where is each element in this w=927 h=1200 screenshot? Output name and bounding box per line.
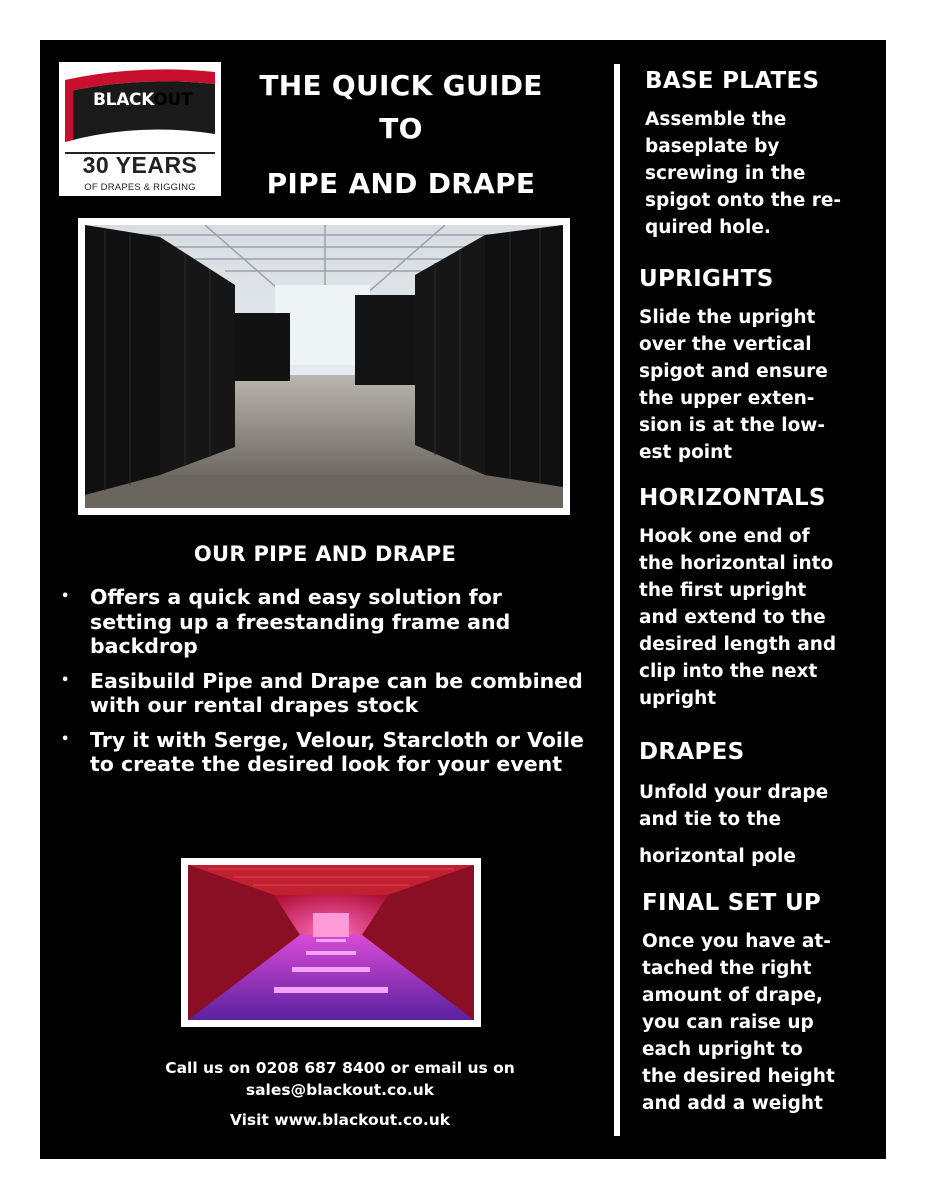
bullet-glyph: •: [61, 731, 70, 747]
logo-brand-text: BLACKOUT: [93, 90, 193, 110]
step-body: Hook one end of the horizontal into the first upright and extend to the desired length and clip into the next upright: [639, 526, 837, 709]
step-final-set-up: [642, 890, 835, 1117]
title-line-3: PIPE AND DRAPE: [266, 167, 536, 200]
step-body: Unfold your drape and tie to the horizontal pole: [639, 782, 829, 867]
list-item: • Easibuild Pipe and Drape can be combined with our rental drapes stock: [61, 668, 583, 717]
step-body: Assemble the baseplate by screwing in the spigot onto the re- quired hole.: [645, 109, 842, 238]
photo-drape-corridor: [78, 218, 570, 515]
contact-line-1: Call us on 0208 687 8400 or email us on: [165, 1059, 515, 1077]
step-uprights: [639, 266, 828, 466]
feature-list: [58, 585, 588, 787]
page-title: [226, 64, 576, 205]
column-divider: [614, 64, 620, 1136]
title-line-2: TO: [379, 112, 423, 145]
section-heading: OUR PIPE AND DRAPE: [193, 542, 457, 566]
contact-website[interactable]: Visit www.blackout.co.uk: [229, 1111, 451, 1129]
photo-red-tunnel: [181, 858, 481, 1027]
step-drapes: [639, 739, 828, 870]
step-heading: DRAPES: [639, 739, 745, 765]
contact-info: [100, 1057, 580, 1131]
contact-email[interactable]: sales@blackout.co.uk: [245, 1081, 435, 1099]
step-heading: BASE PLATES: [645, 68, 820, 94]
list-item: • Try it with Serge, Velour, Starcloth or Voile to create the desired look for your event: [61, 727, 584, 776]
logo-tagline: OF DRAPES & RIGGING: [84, 182, 196, 193]
step-body: Once you have at- tached the right amount of drape, you can raise up each upright to the desired height and add a weight: [642, 931, 835, 1114]
step-heading: FINAL SET UP: [642, 890, 822, 916]
step-heading: UPRIGHTS: [639, 266, 774, 292]
bullet-glyph: •: [61, 589, 70, 604]
bullet-glyph: •: [61, 672, 70, 688]
step-horizontals: [639, 485, 836, 712]
logo-years: 30 YEARS: [82, 152, 198, 178]
flyer-page: [40, 40, 886, 1159]
list-item: • Offers a quick and easy solution for setting up a freestanding frame and backdrop: [61, 585, 511, 658]
step-body: Slide the upright over the vertical spigot and ensure the upper exten- sion is at the low- est point: [639, 307, 828, 463]
blackout-logo: [59, 62, 221, 196]
title-line-1: THE QUICK GUIDE: [259, 69, 543, 102]
step-base-plates: [645, 68, 841, 241]
step-heading: HORIZONTALS: [639, 485, 826, 511]
